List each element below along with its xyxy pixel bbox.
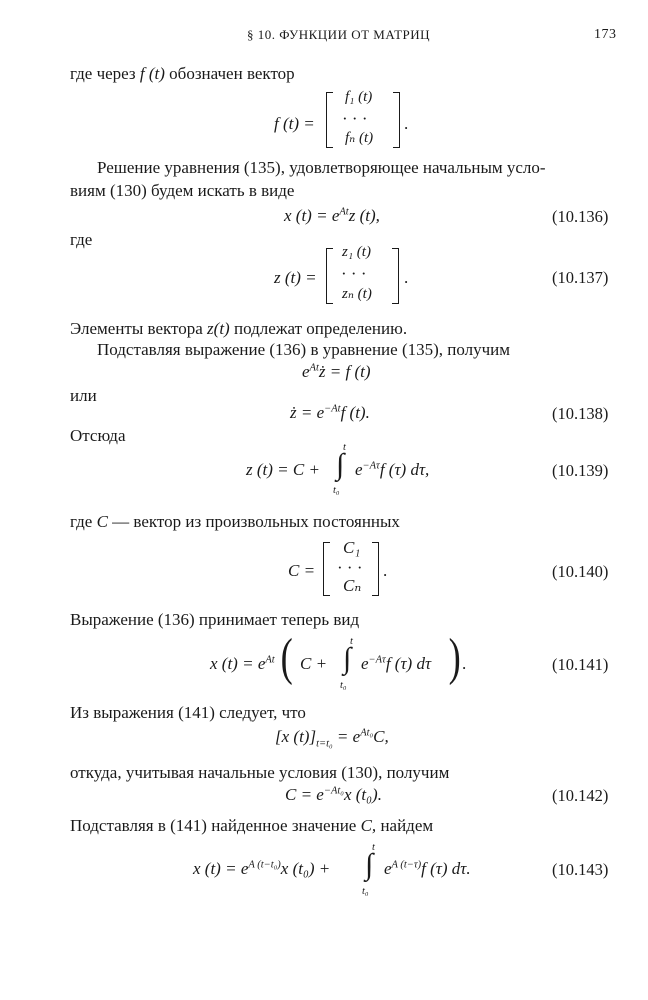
equation-number: (10.142) <box>552 786 609 805</box>
paragraph-line: откуда, учитывая начальные условия (130), получим <box>70 763 450 782</box>
paragraph-line: Подставляя в (141) найденное значение C, найдем <box>70 816 434 835</box>
page-number: 173 <box>594 27 617 42</box>
paragraph-line: Выражение (136) принимает теперь вид <box>70 610 360 629</box>
paragraph-line: или <box>70 386 97 405</box>
equation-number: (10.140) <box>552 562 609 581</box>
equation-number: (10.137) <box>552 268 609 287</box>
paragraph-line: Элементы вектора z(t) подлежат определению. <box>70 319 408 338</box>
paragraph-line: где C — вектор из произвольных постоянных <box>70 512 400 531</box>
paragraph-line: Отсюда <box>70 426 126 445</box>
paragraph-line: Из выражения (141) следует, что <box>70 703 306 722</box>
paragraph-line: где через f (t) обозначен вектор <box>70 64 295 83</box>
equation-substitution: $e^{At}ż = f$ (t) <box>302 362 371 381</box>
equation-number: (10.143) <box>552 860 609 879</box>
paragraph-line: где <box>70 230 93 249</box>
running-title: § 10. ФУНКЦИИ ОТ МАТРИЦ <box>247 27 431 42</box>
equation-number: (10.139) <box>552 461 609 480</box>
equation-number: (10.136) <box>552 207 609 226</box>
equation-number: (10.141) <box>552 655 609 674</box>
paragraph-line: виям (130) будем искать в виде <box>70 181 295 200</box>
paragraph-line: Решение уравнения (135), удовлетворяющее начальным усло- <box>97 158 546 177</box>
paragraph-line: Подставляя выражение (136) в уравнение (135), получим <box>97 340 511 359</box>
equation-number: (10.138) <box>552 404 609 423</box>
equation-initial-condition: [x $(t)]_{t=t_0} = e^{At_0}C$, <box>275 727 389 750</box>
